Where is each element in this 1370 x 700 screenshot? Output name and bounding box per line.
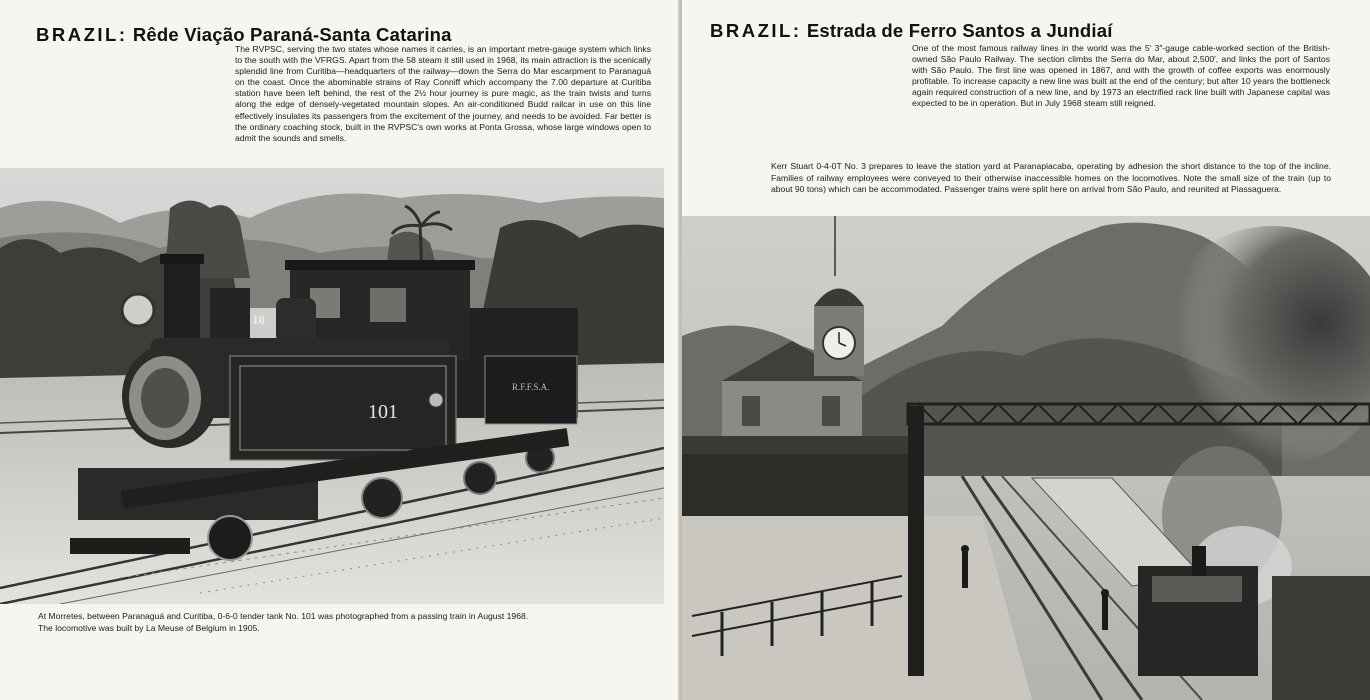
left-heading [36,24,452,46]
right-caption: Kerr Stuart 0-4-0T No. 3 prepares to leave the station yard at Paranapiacaba, operating by adhesion the short distance to the top of the incline. Families of railway employees were conveyed to their otherwise inaccessible homes on the locomotives. Note the small size of the train (up to about 90 tons) which can be accommodated. Passenger trains were split here on arrival from São Paulo, and reunited at Piassaguera. [771,161,1331,194]
station-photo [682,216,1370,700]
left-caption-line-1: At Morretes, between Paranaguá and Curitiba, 0-6-0 tender tank No. 101 was photographed from a passing train in August 1968. [38,611,529,621]
right-intro-text: One of the most famous railway lines in the world was the 5′ 3″-gauge cable-worked section of the British-owned São Paulo Railway. The section climbs the Serra do Mar, about 2,500′, and links the port of Santos with São Paulo. The first line was opened in 1867, and with the growth of coffee exports was enormously profitable. To increase capacity a new line was built at the end of the century; but after 10 years the bottleneck again required construction of a new line, and by 1973 an electrified rack line built with Japanese capital was expected to be in operation. But in July 1968 steam still reigned. [912,43,1330,109]
left-heading-title: Rêde Viação Paraná-Santa Catarina [132,24,452,45]
left-caption [38,610,638,634]
tender-marking: R.F.F.S.A. [512,382,550,392]
locomotive-photo [0,168,664,604]
right-heading-title: Estrada de Ferro Santos a Jundiaí [806,20,1113,41]
left-page [0,0,680,700]
left-intro-text: The RVPSC, serving the two states whose names it carries, is an important metre-gauge system which links to the south with the VFRGS. Apart from the 58 steam it still used in 1968, its main attraction is the scenically splendid line from Curitiba—headquarters of the railway—down the Serra do Mar escarpment to Paranaguá on the coast. Once the abominable strains of Ray Conniff which accompany the 7.00 departure at Curitiba station have been left behind, the rest of the 2½ hour journey is pure magic, as the train twists and turns along the edge of densely-vegetated mountain slopes. An air-conditioned Budd railcar in use on this line effectively insulates its passengers from the excitement of the journey, and needs to be avoided. Far better is the ordinary coaching stock, built in the RVPSC's own works at Ponta Grossa, whose large windows open to admit the sounds and smells. [235,44,651,143]
left-heading-country: BRAZIL: [36,24,128,45]
tank-number: 101 [368,401,398,423]
right-heading [710,20,1113,42]
right-heading-country: BRAZIL: [710,20,802,41]
cab-number: 10 [252,312,265,327]
right-page [682,0,1370,700]
left-caption-line-2: The locomotive was built by La Meuse of Belgium in 1905. [38,623,260,633]
